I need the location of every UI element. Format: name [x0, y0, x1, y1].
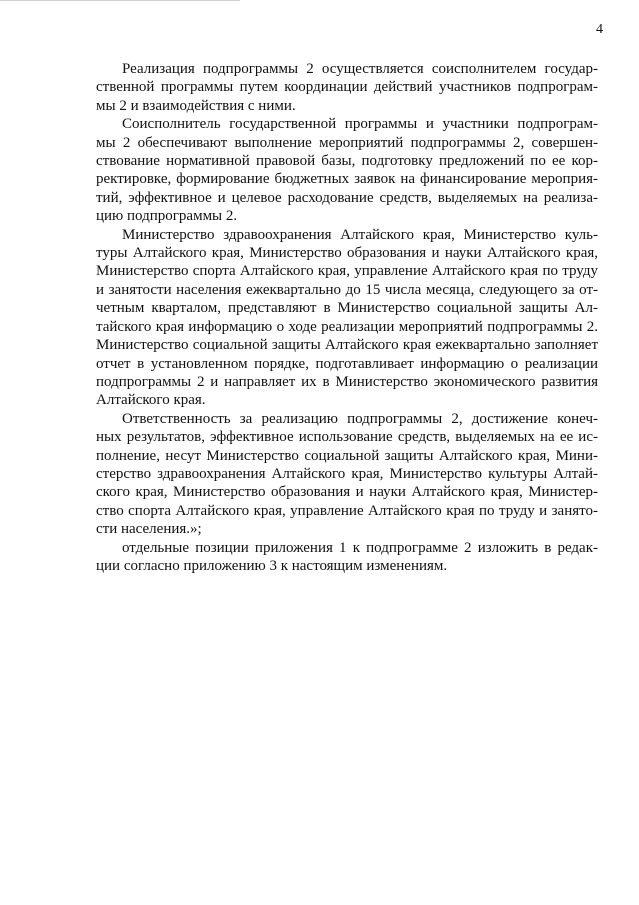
paragraph-line: Реализация подпрограммы 2 осуществляется соисполнителем государ-	[122, 61, 598, 77]
document-body	[96, 60, 598, 575]
paragraph-line: Министерство социальной защиты Алтайского края ежеквартально заполняет	[96, 337, 598, 354]
paragraph-line: подпрограммы 2 и направляет их в Министерство экономического развития	[96, 373, 598, 390]
paragraph-line: тий, эффективное и целевое расходование средств, выделяемых на реализа-	[96, 189, 598, 206]
paragraph-line: цию подпрограммы 2.	[96, 208, 238, 225]
paragraph-line: ректировке, формирование бюджетных заявок на финансирование мероприя-	[96, 171, 598, 188]
paragraph-line: ство спорта Алтайского края, управление Алтайского края по труду и занято-	[96, 502, 598, 519]
paragraph-line: Министерство спорта Алтайского края, управление Алтайского края по труду	[96, 263, 598, 280]
paragraph-line: мы 2 обеспечивают выполнение мероприятий подпрограммы 2, совершен-	[96, 134, 598, 151]
scan-edge-line	[0, 0, 240, 1]
paragraph-line: Ответственность за реализацию подпрограммы 2, достижение конеч-	[122, 410, 598, 427]
paragraph-line: туры Алтайского края, Министерство образования и науки Алтайского края,	[96, 245, 598, 262]
paragraph-line: ского края, Министерство образования и науки Алтайского края, Министер-	[96, 484, 598, 501]
paragraph-line: и занятости населения ежеквартально до 15 числа месяца, следующего за от-	[96, 281, 598, 298]
paragraph-line: четным кварталом, представляют в Министерство социальной защиты Ал-	[96, 300, 598, 317]
paragraph-line: ных результатов, эффективное использование средств, выделяемых на ее ис-	[96, 429, 598, 446]
paragraph-line: ственной программы путем координации действий участников подпрограм-	[96, 79, 598, 96]
paragraph-line: ствование нормативной правовой базы, подготовку предложений по ее кор-	[96, 153, 598, 170]
paragraph-line: отдельные позиции приложения 1 к подпрограмме 2 изложить в редак-	[122, 539, 598, 556]
paragraph-line: сти населения.»;	[96, 521, 202, 538]
page-number: 4	[596, 22, 603, 37]
paragraph-line: отчет в установленном порядке, подготавливает информацию о реализации	[96, 355, 598, 372]
paragraph-line: ции согласно приложению 3 к настоящим изменениям.	[96, 557, 448, 574]
paragraph-line: тайского края информацию о ходе реализации мероприятий подпрограммы 2.	[96, 318, 598, 335]
paragraph-line: стерство здравоохранения Алтайского края, Министерство культуры Алтай-	[96, 465, 598, 482]
paragraph-line: мы 2 и взаимодействия с ними.	[96, 97, 296, 114]
paragraph-line: Министерство здравоохранения Алтайского края, Министерство куль-	[122, 226, 598, 243]
paragraph-line: полнение, несут Министерство социальной защиты Алтайского края, Мини-	[96, 447, 598, 464]
paragraph-line: Алтайского края.	[96, 392, 206, 409]
paragraph-line: Соисполнитель государственной программы и участники подпрограм-	[122, 116, 598, 133]
